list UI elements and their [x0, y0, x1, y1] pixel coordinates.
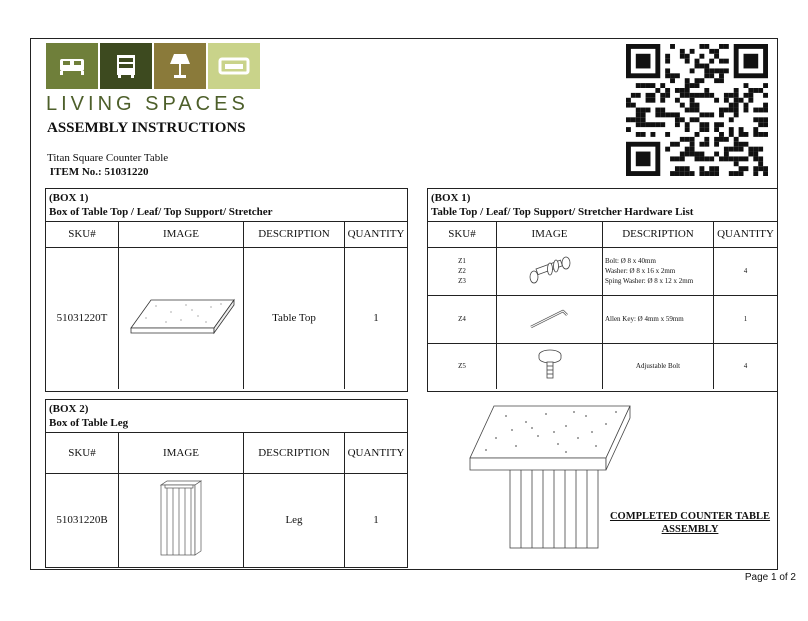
allen-key-image [497, 295, 603, 343]
col-image: IMAGE [119, 222, 244, 247]
col-description: DESCRIPTION [244, 222, 345, 247]
col-image: IMAGE [497, 222, 603, 247]
description-cell: Adjustable Bolt [603, 343, 714, 389]
quantity-cell: 1 [345, 473, 408, 567]
box1-section [45, 188, 408, 392]
description-cell: Bolt: Ø 8 x 40mm Washer: Ø 8 x 16 x 2mm Sping Washer: Ø 8 x 12 x 2mm [603, 247, 714, 295]
qr-code [626, 44, 768, 176]
quantity-cell: 4 [714, 247, 778, 295]
item-number: 51031220 [104, 166, 149, 178]
page-title: ASSEMBLY INSTRUCTIONS [47, 120, 246, 136]
col-quantity: QUANTITY [345, 433, 408, 473]
completed-assembly-caption: COMPLETED COUNTER TABLE ASSEMBLY [609, 511, 771, 535]
description-cell: Leg [244, 473, 345, 567]
col-image: IMAGE [119, 433, 244, 473]
product-name: Titan Square Counter Table [47, 152, 169, 164]
table-leg-image [119, 473, 244, 567]
sku-cell: Z5 [428, 343, 497, 389]
col-quantity: QUANTITY [345, 222, 408, 247]
box1-hardware-heading: (BOX 1) Table Top / Leaf/ Top Support/ Stretcher Hardware List [428, 189, 777, 222]
brand-name: LIVING SPACES [46, 93, 249, 115]
table-row [46, 247, 407, 389]
sku-cell: Z4 [428, 295, 497, 343]
box1-heading: (BOX 1) Box of Table Top / Leaf/ Top Support/ Stretcher [46, 189, 407, 222]
quantity-cell: 4 [714, 343, 778, 389]
col-description: DESCRIPTION [603, 222, 714, 247]
product-info [47, 151, 168, 179]
box1-table [46, 222, 407, 389]
col-sku: SKU# [46, 222, 119, 247]
table-row [428, 247, 777, 295]
col-sku: SKU# [46, 433, 119, 473]
table-row [428, 295, 777, 343]
bolt-image [497, 247, 603, 295]
brand-logo [46, 43, 264, 113]
box2-table [46, 433, 407, 567]
sku-cell: 51031220T [46, 247, 119, 389]
box2-section [45, 399, 408, 568]
table-row [428, 343, 777, 389]
adjustable-bolt-image [497, 343, 603, 389]
bed-icon [46, 43, 98, 89]
quantity-cell: 1 [714, 295, 778, 343]
sku-cell: Z1 Z2 Z3 [428, 247, 497, 295]
box2-heading: (BOX 2) Box of Table Leg [46, 400, 407, 433]
table-top-image [119, 247, 244, 389]
description-cell: Allen Key: Ø 4mm x 59mm [603, 295, 714, 343]
hardware-table [428, 222, 777, 389]
table-row [46, 473, 407, 567]
col-description: DESCRIPTION [244, 433, 345, 473]
lamp-icon [154, 43, 206, 89]
description-cell: Table Top [244, 247, 345, 389]
col-sku: SKU# [428, 222, 497, 247]
dresser-icon [100, 43, 152, 89]
page-number: Page 1 of 2 [744, 572, 796, 583]
item-number-line: ITEM No.: 51031220 [49, 166, 149, 178]
sofa-icon [208, 43, 260, 89]
col-quantity: QUANTITY [714, 222, 778, 247]
box1-hardware-section [427, 188, 778, 392]
sku-cell: 51031220B [46, 473, 119, 567]
quantity-cell: 1 [345, 247, 408, 389]
